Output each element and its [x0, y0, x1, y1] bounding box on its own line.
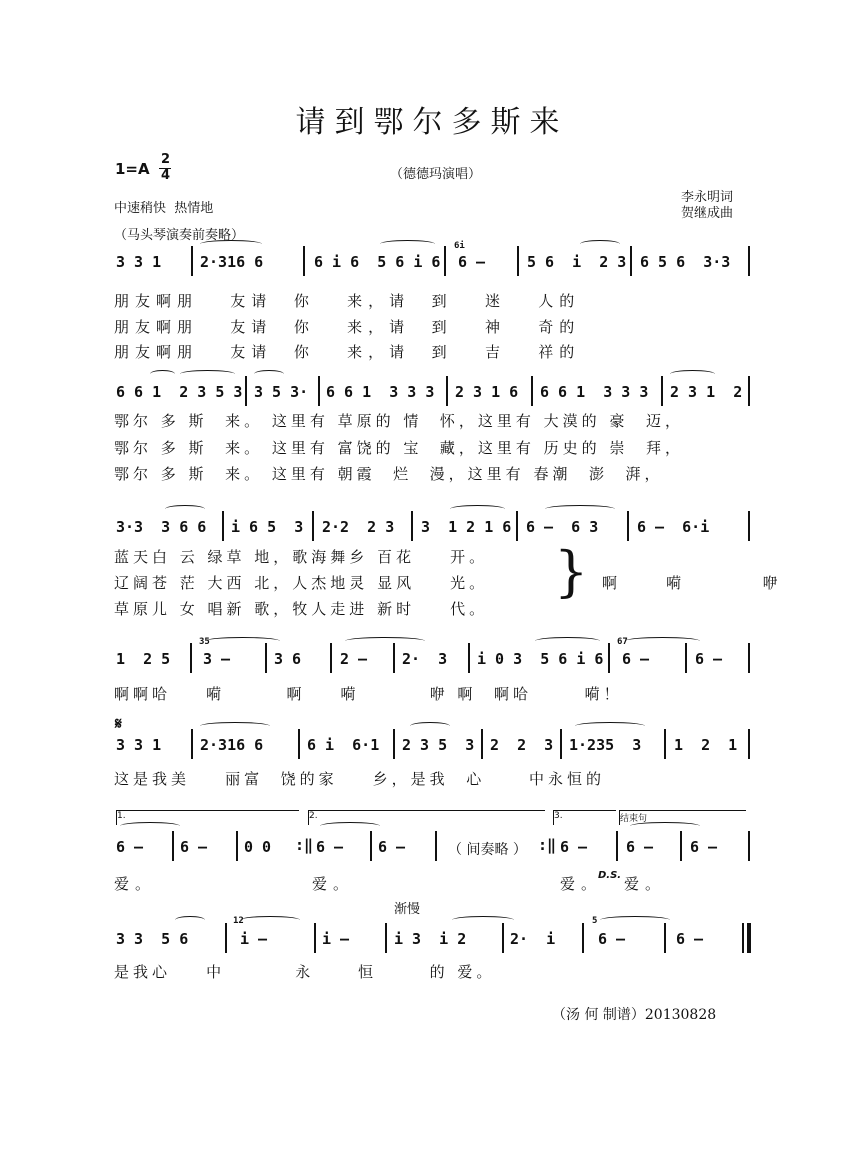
measure: 1 2 5 [116, 650, 171, 668]
measure: 6 6 1 2 3 5 3 [116, 383, 243, 401]
slur [452, 916, 514, 924]
lyric-line: 爱。 [560, 875, 603, 893]
measure: 2·316 6 [200, 253, 264, 271]
measure: 6 – [378, 838, 406, 856]
lyric-line: 辽阔苍 茫 大西 北，人杰地灵 显风 光。 [114, 574, 489, 592]
segno-sign: 𝄋 [115, 714, 122, 733]
slur [345, 637, 425, 645]
barline [680, 831, 682, 861]
transcription-credit: （汤 何 制谱）20130828 [552, 1007, 717, 1023]
lyric-line: 朋友啊朋 友请 你 来，请 到 神 奇的 [114, 318, 581, 336]
grace-note: 6i [454, 241, 465, 251]
barline [468, 643, 470, 673]
measure: 6 6 1 3 3 3 [326, 383, 435, 401]
measure: 6 5 6 3·3 [640, 253, 731, 271]
barline [516, 511, 518, 541]
lyric-line: 爱。 [114, 875, 157, 893]
lyricist-credit: 李永明词 [681, 190, 734, 205]
barline [748, 831, 750, 861]
slur [545, 505, 615, 513]
measure: 2· 3 [402, 650, 448, 668]
measure: 6 – 6·i [637, 518, 710, 536]
lyric-line: 爱。 [312, 875, 355, 893]
coda-label: 结束句 [620, 814, 648, 824]
measure: 2 – [340, 650, 368, 668]
measure: 2 3 1 6 [455, 383, 519, 401]
measure: 6 – [316, 838, 344, 856]
measure: i – [240, 930, 268, 948]
measure: 3 5 3· [254, 383, 309, 401]
barline [664, 923, 666, 953]
interlude-note: （ 间奏略 ） [448, 842, 527, 858]
measure: 6 i 6 5 6 i 6 [314, 253, 441, 271]
barline [481, 729, 483, 759]
grace-note: 67 [617, 637, 628, 647]
barline [265, 643, 267, 673]
measure: 3 – [203, 650, 231, 668]
repeat-sign: :‖ [538, 836, 557, 854]
measure: 3 1 2 1 6 [421, 518, 512, 536]
slur [410, 722, 450, 730]
barline [191, 246, 193, 276]
final-barline-thin [742, 923, 744, 953]
barline [191, 729, 193, 759]
page-title: 请到鄂尔多斯来 [295, 105, 569, 140]
barline [560, 729, 562, 759]
slur [180, 370, 235, 378]
slur [670, 370, 715, 378]
measure: 2· i [510, 930, 556, 948]
barline [748, 643, 750, 673]
slur [625, 637, 700, 645]
measure: 0 0 [244, 838, 272, 856]
measure: 6 – [458, 253, 486, 271]
barline [245, 376, 247, 406]
slur [254, 370, 284, 378]
lyric-line: 蓝天白 云 绿草 地，歌海舞乡 百花 开。 [114, 548, 489, 566]
measure: i – [322, 930, 350, 948]
measure: 2 2 3 [490, 736, 554, 754]
measure: 2·2 2 3 [322, 518, 395, 536]
barline [312, 511, 314, 541]
refrain-lyric: 啊 嗬 咿 [602, 574, 784, 592]
lyric-line: 这是我美 丽富 饶的家 乡，是我 心 中永恒的 [114, 770, 606, 788]
measure: 2·316 6 [200, 736, 264, 754]
measure: 1·235 3 [569, 736, 642, 754]
final-barline-thick [747, 923, 751, 953]
slur [200, 722, 270, 730]
barline [370, 831, 372, 861]
lyric-line: 朋友啊朋 友请 你 来，请 到 迷 人的 [114, 292, 581, 310]
measure: 6 – 6 3 [526, 518, 599, 536]
slur [200, 240, 262, 248]
barline [517, 246, 519, 276]
barline [222, 511, 224, 541]
barline [444, 246, 446, 276]
ds-marking: D.S. [598, 870, 622, 881]
measure: 2 3 1 2 [670, 383, 743, 401]
lyric-line: 草原儿 女 唱新 歌，牧人走进 新时 代。 [114, 600, 489, 618]
verse-brace: } [554, 540, 589, 603]
measure: 6 – [116, 838, 144, 856]
measure: 6 – [560, 838, 588, 856]
measure: 6 – [690, 838, 718, 856]
measure: i 6 5 3 [231, 518, 304, 536]
intro-note: （马头琴演奏前奏略） [114, 228, 245, 243]
slur [380, 240, 435, 248]
slur [320, 822, 380, 830]
lyric-line: 鄂尔 多 斯 来。 这里有 草原的 情 怀，这里有 大漠的 豪 迈， [114, 412, 684, 430]
barline [411, 511, 413, 541]
measure: 6 – [598, 930, 626, 948]
measure: 3 3 1 [116, 736, 162, 754]
lyric-line: 鄂尔 多 斯 来。 这里有 朝霞 烂 漫，这里有 春潮 澎 湃， [114, 465, 664, 483]
barline [435, 831, 437, 861]
time-signature-top: 2 [161, 152, 171, 167]
slur [205, 637, 280, 645]
measure: 6 – [626, 838, 654, 856]
tempo-marking: 中速稍快 热情地 [114, 201, 214, 216]
barline [393, 643, 395, 673]
barline [582, 923, 584, 953]
barline [627, 511, 629, 541]
slur [580, 240, 620, 248]
tempo-change: 渐慢 [394, 902, 421, 917]
slur [450, 505, 505, 513]
measure: 6 6 1 3 3 3 [540, 383, 649, 401]
measure: 1 2 1 [674, 736, 738, 754]
measure: 3 3 5 6 [116, 930, 189, 948]
grace-note: 12 [233, 916, 244, 926]
volta-number: 2. [309, 811, 318, 821]
barline [748, 246, 750, 276]
measure: 6 – [622, 650, 650, 668]
barline [393, 729, 395, 759]
slur [240, 916, 300, 924]
barline [236, 831, 238, 861]
barline [330, 643, 332, 673]
volta-number: 1. [117, 811, 126, 821]
barline [616, 831, 618, 861]
barline [446, 376, 448, 406]
barline [385, 923, 387, 953]
barline [502, 923, 504, 953]
barline [661, 376, 663, 406]
measure: 5 6 i 2 3 [527, 253, 627, 271]
composer-credit: 贺继成曲 [681, 206, 734, 221]
lyric-line: 鄂尔 多 斯 来。 这里有 富饶的 宝 藏，这里有 历史的 崇 拜， [114, 439, 684, 457]
lyric-line: 是我心 中 永 恒 的 爱。 [114, 963, 496, 981]
slur [165, 505, 205, 513]
barline [303, 246, 305, 276]
measure: 3·3 3 6 6 [116, 518, 207, 536]
key-signature: 1=A [115, 160, 150, 178]
lyric-line: 爱。 [624, 875, 667, 893]
volta-3 [553, 810, 616, 825]
barline [748, 729, 750, 759]
barline [630, 246, 632, 276]
measure: 2 3 5 3 [402, 736, 475, 754]
lyric-line: 啊啊哈 嗬 啊 嗬 咿 啊 啊哈 嗬！ [114, 685, 623, 703]
measure: 6 – [676, 930, 704, 948]
slur [120, 822, 180, 830]
barline [172, 831, 174, 861]
measure: 3 6 [274, 650, 302, 668]
barline [318, 376, 320, 406]
volta-number: 3. [554, 811, 563, 821]
barline [190, 643, 192, 673]
measure: 6 – [695, 650, 723, 668]
grace-note: 35 [199, 637, 210, 647]
time-signature-bottom: 4 [161, 168, 171, 183]
measure: 6 – [180, 838, 208, 856]
barline [531, 376, 533, 406]
barline [685, 643, 687, 673]
measure: i 0 3 5 6 i 6 [477, 650, 604, 668]
barline [314, 923, 316, 953]
slur [600, 916, 670, 924]
barline [748, 376, 750, 406]
barline [298, 729, 300, 759]
measure: 6 i 6·1 [307, 736, 380, 754]
slur [575, 722, 645, 730]
slur [150, 370, 175, 378]
lyric-line: 朋友啊朋 友请 你 来，请 到 吉 祥的 [114, 343, 581, 361]
repeat-sign: :‖ [295, 836, 314, 854]
measure: i 3 i 2 [394, 930, 467, 948]
barline [748, 511, 750, 541]
grace-note: 5 [592, 916, 598, 926]
measure: 3 3 1 [116, 253, 162, 271]
slur [535, 637, 600, 645]
barline [608, 643, 610, 673]
barline [664, 729, 666, 759]
slur [175, 916, 205, 924]
barline [225, 923, 227, 953]
singer-credit: （德德玛演唱） [390, 167, 482, 182]
slur [630, 822, 700, 830]
